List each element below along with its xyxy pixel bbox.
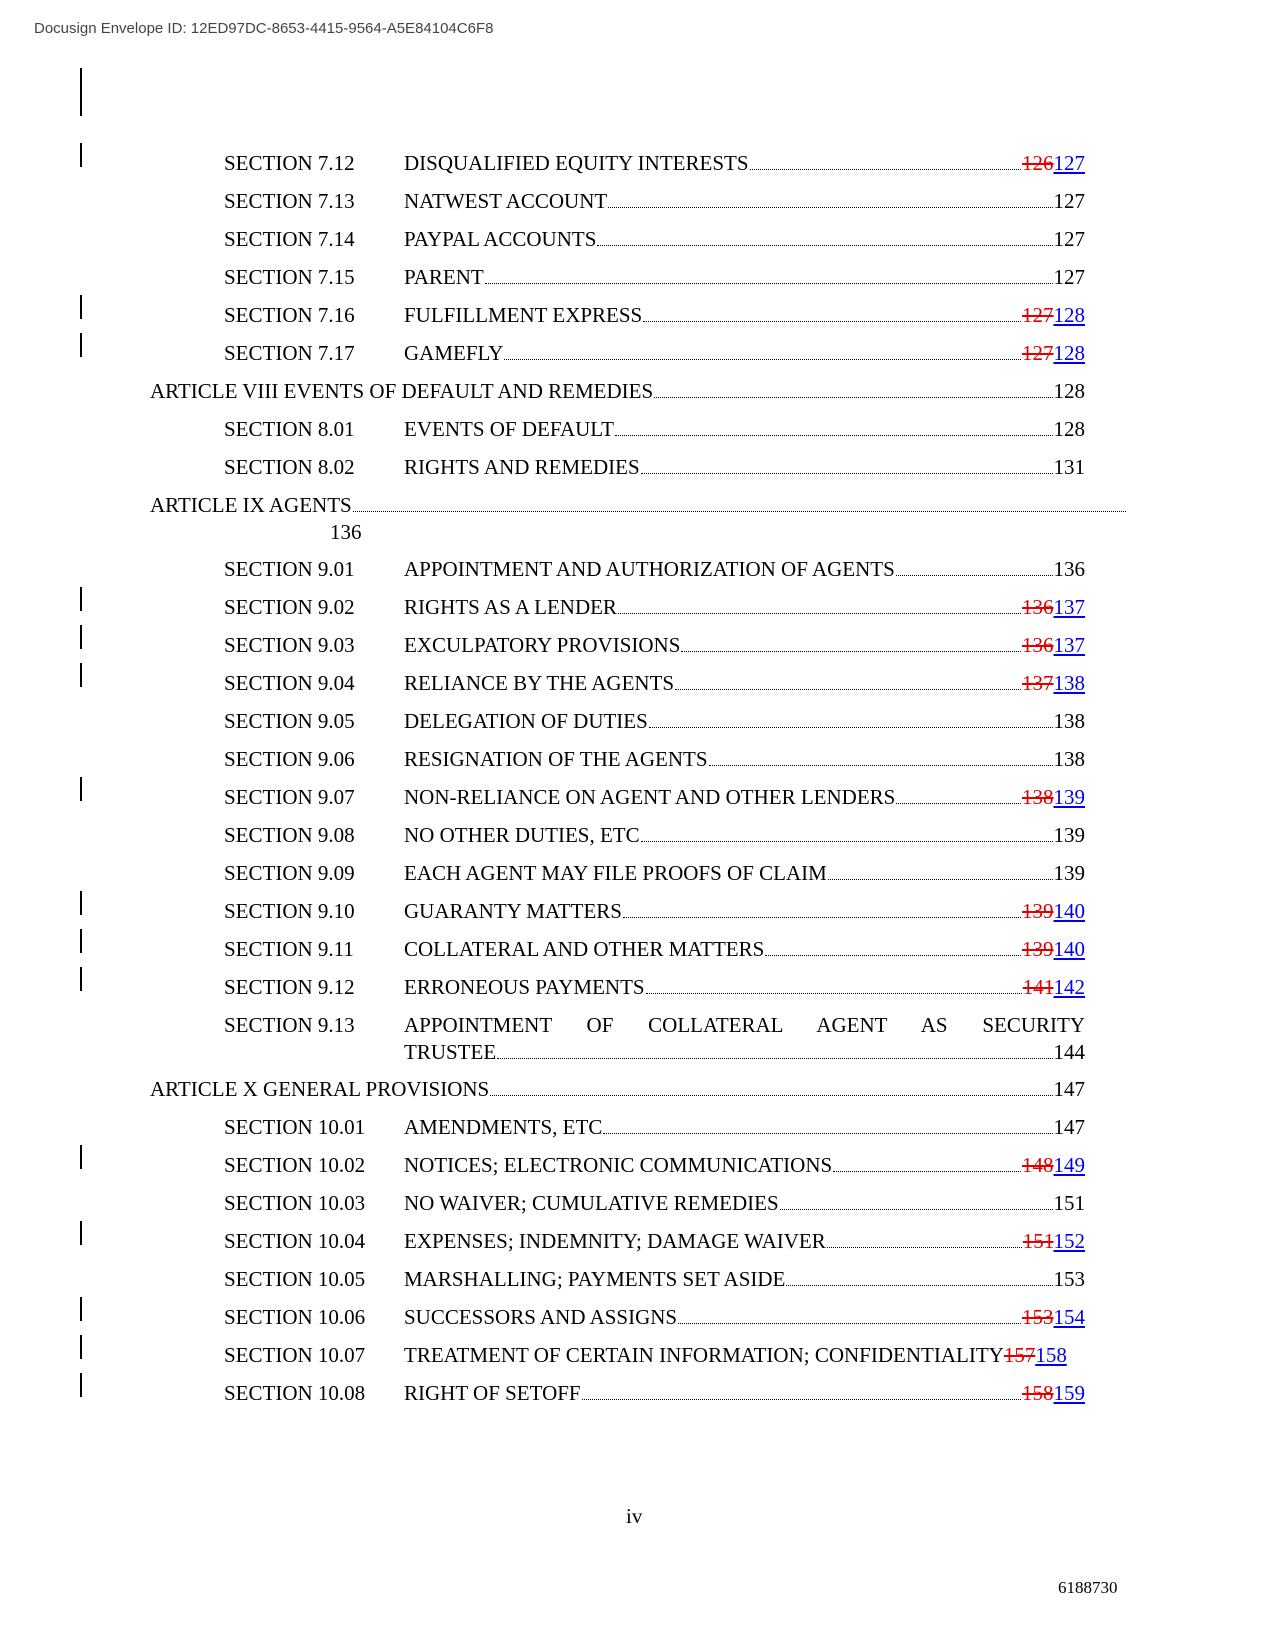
dot-leader xyxy=(608,189,1052,208)
section-number: SECTION 7.15 xyxy=(224,265,355,289)
section-title: FULFILLMENT EXPRESS xyxy=(404,303,643,327)
dot-leader xyxy=(582,1381,1021,1400)
section-number: SECTION 9.03 xyxy=(224,633,355,657)
page-link[interactable]: 154 xyxy=(1053,1305,1085,1329)
section-title: SUCCESSORS AND ASSIGNS xyxy=(404,1305,678,1329)
toc-entry[interactable] xyxy=(0,708,1275,734)
toc-article[interactable] xyxy=(0,492,1275,546)
page-link[interactable]: 137 xyxy=(1053,595,1085,619)
section-number: SECTION 10.04 xyxy=(224,1229,366,1253)
section-number: SECTION 7.14 xyxy=(224,227,355,251)
page-link[interactable]: 140 xyxy=(1053,937,1085,961)
page-number: 138 xyxy=(1053,709,1085,733)
dot-leader xyxy=(490,1077,1052,1096)
section-title: PAYPAL ACCOUNTS xyxy=(404,227,597,251)
page-link[interactable]: 128 xyxy=(1053,303,1085,327)
section-title: DELEGATION OF DUTIES xyxy=(404,709,648,733)
toc-entry[interactable] xyxy=(0,936,1275,962)
article-title: ARTICLE X GENERAL PROVISIONS xyxy=(150,1077,490,1101)
section-number: SECTION 7.13 xyxy=(224,189,355,213)
dot-leader xyxy=(623,899,1021,918)
section-number: SECTION 10.06 xyxy=(224,1305,366,1329)
page-number: 131 xyxy=(1053,455,1085,479)
article-title: ARTICLE VIII EVENTS OF DEFAULT AND REMEDIES xyxy=(150,379,654,403)
section-title: NO OTHER DUTIES, ETC xyxy=(404,823,640,847)
page-link[interactable]: 127 xyxy=(1053,151,1085,175)
toc-entry[interactable] xyxy=(0,822,1275,848)
deleted-page-number: 136 xyxy=(1022,633,1054,657)
dot-leader xyxy=(786,1267,1052,1286)
page-link[interactable]: 158 xyxy=(1035,1343,1067,1367)
dot-leader xyxy=(896,785,1021,804)
toc-entry[interactable] xyxy=(0,974,1275,1000)
page-link[interactable]: 128 xyxy=(1053,341,1085,365)
dot-leader xyxy=(675,671,1021,690)
page-number: 136 xyxy=(330,520,362,544)
page-link[interactable]: 149 xyxy=(1053,1153,1085,1177)
toc-entry[interactable] xyxy=(0,150,1275,176)
toc-article[interactable] xyxy=(0,1076,1275,1102)
dot-leader xyxy=(649,709,1053,728)
envelope-id: Docusign Envelope ID: 12ED97DC-8653-4415-9564-A5E84104C6F8 xyxy=(34,20,494,37)
toc-entry[interactable] xyxy=(0,416,1275,442)
toc-entry[interactable] xyxy=(0,594,1275,620)
section-number: SECTION 9.05 xyxy=(224,709,355,733)
section-title: TREATMENT OF CERTAIN INFORMATION; CONFIDENTIALITY xyxy=(404,1343,1004,1367)
section-number: SECTION 9.09 xyxy=(224,861,355,885)
section-number: SECTION 10.02 xyxy=(224,1153,366,1177)
page-link[interactable]: 140 xyxy=(1053,899,1085,923)
section-title: EXCULPATORY PROVISIONS xyxy=(404,633,681,657)
section-number: SECTION 7.12 xyxy=(224,151,355,175)
page-number: 127 xyxy=(1053,189,1085,213)
page-link[interactable]: 137 xyxy=(1053,633,1085,657)
toc-entry[interactable] xyxy=(0,556,1275,582)
dot-leader xyxy=(603,1115,1052,1134)
section-number: SECTION 10.03 xyxy=(224,1191,366,1215)
toc-entry[interactable] xyxy=(0,1380,1275,1406)
section-number: SECTION 9.02 xyxy=(224,595,355,619)
dot-leader xyxy=(681,633,1021,652)
page-number: 127 xyxy=(1053,265,1085,289)
dot-leader xyxy=(641,455,1053,474)
dot-leader xyxy=(750,151,1021,170)
dot-leader xyxy=(353,493,1126,512)
toc-entry[interactable] xyxy=(0,454,1275,480)
toc-entry[interactable] xyxy=(0,1152,1275,1178)
section-title: NOTICES; ELECTRONIC COMMUNICATIONS xyxy=(404,1153,833,1177)
page-number: 139 xyxy=(1053,861,1085,885)
page-number: 139 xyxy=(1053,823,1085,847)
section-number: SECTION 9.08 xyxy=(224,823,355,847)
section-number: SECTION 10.05 xyxy=(224,1267,366,1291)
toc-entry[interactable] xyxy=(0,226,1275,252)
dot-leader xyxy=(678,1305,1021,1324)
toc-entry[interactable] xyxy=(0,898,1275,924)
section-number: SECTION 9.11 xyxy=(224,937,354,961)
section-number: SECTION 10.01 xyxy=(224,1115,366,1139)
dot-leader xyxy=(765,937,1021,956)
section-number: SECTION 10.08 xyxy=(224,1381,366,1405)
dot-leader xyxy=(597,227,1052,246)
toc-entry[interactable] xyxy=(0,1190,1275,1216)
deleted-page-number: 151 xyxy=(1022,1229,1054,1253)
dot-leader xyxy=(709,747,1053,766)
deleted-page-number: 139 xyxy=(1022,899,1054,923)
section-title: GUARANTY MATTERS xyxy=(404,899,622,923)
page-link[interactable]: 139 xyxy=(1053,785,1085,809)
article-title: ARTICLE IX AGENTS xyxy=(150,493,352,517)
page-link[interactable]: 152 xyxy=(1053,1229,1085,1253)
dot-leader xyxy=(646,975,1022,994)
dot-leader xyxy=(833,1153,1021,1172)
deleted-page-number: 137 xyxy=(1022,671,1054,695)
footer-page-number: iv xyxy=(626,1504,643,1528)
section-title: NON-RELIANCE ON AGENT AND OTHER LENDERS xyxy=(404,785,896,809)
section-number: SECTION 8.01 xyxy=(224,417,355,441)
section-number: SECTION 9.04 xyxy=(224,671,355,695)
section-number: SECTION 9.10 xyxy=(224,899,355,923)
section-title: AMENDMENTS, ETC xyxy=(404,1115,603,1139)
toc-entry[interactable] xyxy=(0,1228,1275,1254)
deleted-page-number: 139 xyxy=(1022,937,1054,961)
page-number: 128 xyxy=(1053,417,1085,441)
page-link[interactable]: 142 xyxy=(1053,975,1085,999)
section-number: SECTION 7.17 xyxy=(224,341,355,365)
deleted-page-number: 136 xyxy=(1022,595,1054,619)
section-title: EVENTS OF DEFAULT xyxy=(404,417,615,441)
dot-leader xyxy=(780,1191,1053,1210)
section-title: MARSHALLING; PAYMENTS SET ASIDE xyxy=(404,1267,786,1291)
page-number: 151 xyxy=(1053,1191,1085,1215)
dot-leader xyxy=(504,341,1021,360)
section-number: SECTION 9.01 xyxy=(224,557,355,581)
dot-leader xyxy=(618,595,1021,614)
section-title: RIGHT OF SETOFF xyxy=(404,1381,581,1405)
section-title: COLLATERAL AND OTHER MATTERS xyxy=(404,937,765,961)
toc-entry[interactable] xyxy=(0,746,1275,772)
toc-entry[interactable] xyxy=(0,1114,1275,1140)
section-title: PARENT xyxy=(404,265,484,289)
toc-entry[interactable] xyxy=(0,340,1275,366)
section-title: RESIGNATION OF THE AGENTS xyxy=(404,747,708,771)
toc-entry[interactable] xyxy=(0,1304,1275,1330)
section-number: SECTION 7.16 xyxy=(224,303,355,327)
section-title: TRUSTEE xyxy=(404,1040,497,1064)
section-title: ERRONEOUS PAYMENTS xyxy=(404,975,645,999)
toc-entry[interactable] xyxy=(0,1012,1275,1066)
toc-entry[interactable] xyxy=(0,860,1275,886)
deleted-page-number: 127 xyxy=(1022,341,1054,365)
dot-leader xyxy=(485,265,1053,284)
toc-entry[interactable] xyxy=(0,264,1275,290)
section-title-line: APPOINTMENT OF COLLATERAL AGENT AS SECURITY xyxy=(404,1013,1085,1037)
section-number: SECTION 8.02 xyxy=(224,455,355,479)
section-title: EACH AGENT MAY FILE PROOFS OF CLAIM xyxy=(404,861,827,885)
deleted-page-number: 138 xyxy=(1022,785,1054,809)
deleted-page-number: 153 xyxy=(1022,1305,1054,1329)
deleted-page-number: 158 xyxy=(1022,1381,1054,1405)
page-link[interactable]: 138 xyxy=(1053,671,1085,695)
section-title: RIGHTS AND REMEDIES xyxy=(404,455,640,479)
dot-leader xyxy=(828,861,1053,880)
toc-entry[interactable] xyxy=(0,784,1275,810)
section-number: SECTION 9.12 xyxy=(224,975,355,999)
section-title: APPOINTMENT AND AUTHORIZATION OF AGENTS xyxy=(404,557,895,581)
page-link[interactable]: 159 xyxy=(1053,1381,1085,1405)
section-title: NATWEST ACCOUNT xyxy=(404,189,608,213)
dot-leader xyxy=(654,379,1052,398)
deleted-page-number: 127 xyxy=(1022,303,1054,327)
toc-entry[interactable] xyxy=(0,302,1275,328)
toc-entry[interactable] xyxy=(0,632,1275,658)
change-bar xyxy=(80,68,82,116)
page-number: 144 xyxy=(1053,1040,1085,1064)
page-number: 153 xyxy=(1053,1267,1085,1291)
document-number: 6188730 xyxy=(1058,1578,1118,1597)
section-number: SECTION 10.07 xyxy=(224,1343,366,1367)
page-number: 147 xyxy=(1053,1115,1085,1139)
deleted-page-number: 126 xyxy=(1022,151,1054,175)
section-number: SECTION 9.06 xyxy=(224,747,355,771)
dot-leader xyxy=(497,1040,1052,1059)
deleted-page-number: 141 xyxy=(1022,975,1054,999)
section-title: EXPENSES; INDEMNITY; DAMAGE WAIVER xyxy=(404,1229,826,1253)
page-number: 128 xyxy=(1053,379,1085,403)
section-title: NO WAIVER; CUMULATIVE REMEDIES xyxy=(404,1191,779,1215)
section-title: DISQUALIFIED EQUITY INTERESTS xyxy=(404,151,749,175)
dot-leader xyxy=(827,1229,1022,1248)
section-title: RIGHTS AS A LENDER xyxy=(404,595,617,619)
section-title: RELIANCE BY THE AGENTS xyxy=(404,671,675,695)
section-number: SECTION 9.07 xyxy=(224,785,355,809)
dot-leader xyxy=(641,823,1053,842)
page-number: 136 xyxy=(1053,557,1085,581)
page-number: 127 xyxy=(1053,227,1085,251)
toc-article[interactable] xyxy=(0,378,1275,404)
toc-entry[interactable] xyxy=(0,188,1275,214)
page-number: 138 xyxy=(1053,747,1085,771)
section-title: GAMEFLY xyxy=(404,341,504,365)
section-number: SECTION 9.13 xyxy=(224,1013,355,1037)
deleted-page-number: 157 xyxy=(1003,1343,1036,1367)
toc-entry[interactable] xyxy=(0,1342,1275,1368)
dot-leader xyxy=(615,417,1052,436)
dot-leader xyxy=(643,303,1021,322)
deleted-page-number: 148 xyxy=(1022,1153,1054,1177)
toc-entry[interactable] xyxy=(0,1266,1275,1292)
dot-leader xyxy=(896,557,1053,576)
toc-entry[interactable] xyxy=(0,670,1275,696)
page-number: 147 xyxy=(1053,1077,1085,1101)
